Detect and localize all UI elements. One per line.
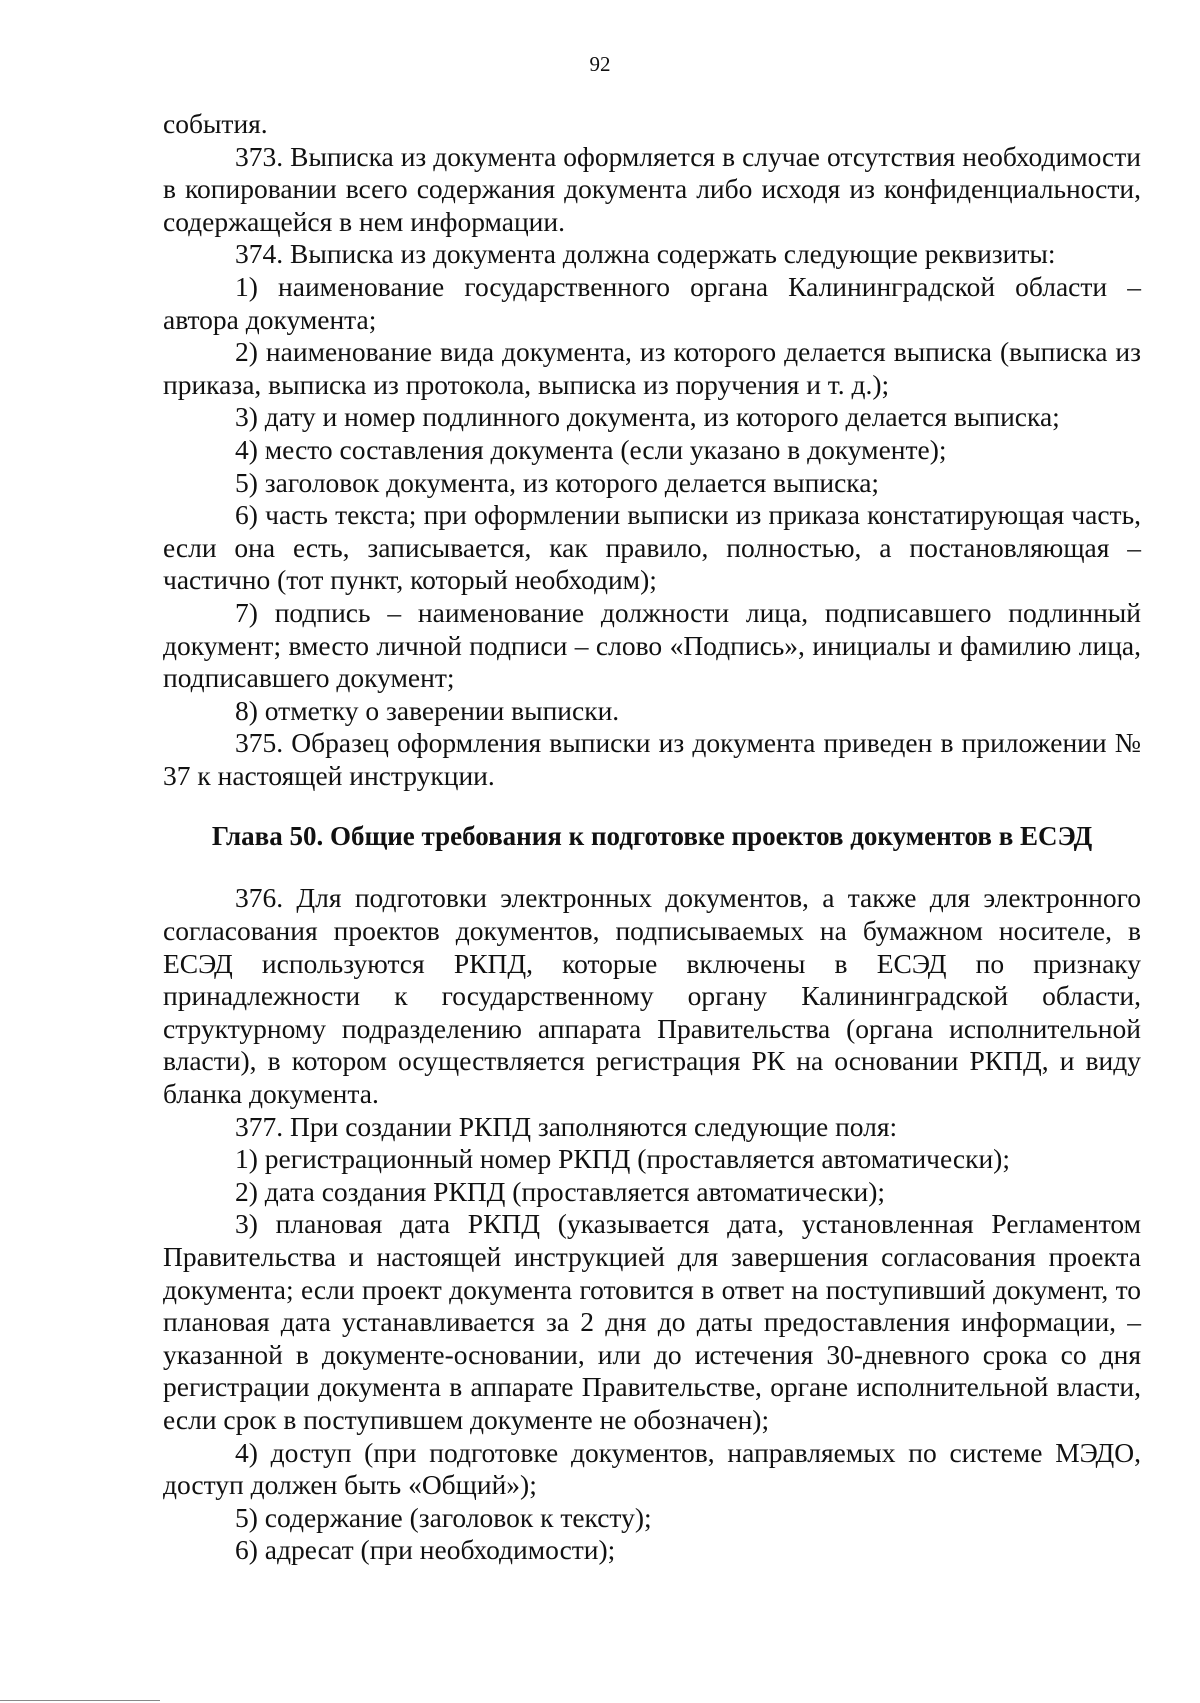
document-body — [163, 108, 1141, 1567]
list-item: 3) дату и номер подлинного документа, из которого делается выписка; — [235, 401, 1060, 433]
paragraph-374: 374. Выписка из документа должна содержать следующие реквизиты: — [235, 238, 1056, 270]
list-item: 4) место составления документа (если указано в документе); — [235, 433, 947, 465]
paragraph-377: 377. При создании РКПД заполняются следующие поля: — [235, 1110, 898, 1142]
paragraph-376: 376. Для подготовки электронных документов, а также для электронного согласования проектов документов, подписываемых на бумажном носителе, в ЕСЭД используются РКПД, которые включены в ЕСЭД по признаку принадлежности к государственному органу Калининградской области, структурному подразделению аппарата Правительства (органа исполнительной власти), в котором осуществляется регистрация РК на основании РКПД, и виду бланка документа. — [163, 882, 1141, 1110]
list-item: 4) доступ (при подготовке документов, направляемых по системе МЭДО, доступ должен быть «Общий»); — [163, 1436, 1141, 1501]
paragraph-373: 373. Выписка из документа оформляется в случае отсутствия необходимости в копировании всего содержания документа либо исходя из конфиденциальности, содержащейся в нем информации. — [163, 140, 1141, 237]
chapter-heading: Глава 50. Общие требования к подготовке проектов документов в ЕСЭД — [211, 821, 1093, 852]
page-number: 92 — [589, 52, 611, 76]
list-item: 7) подпись – наименование должности лица, подписавшего подлинный документ; вместо личной подписи – слово «Подпись», инициалы и фамилию лица, подписавшего документ; — [163, 596, 1141, 694]
list-item: 1) наименование государственного органа Калининградской области – автора документа; — [163, 270, 1141, 335]
list-item: 3) плановая дата РКПД (указывается дата, установленная Регламентом Правительства и настоящей инструкцией для завершения согласования проекта документа; если проект документа готовится в ответ на поступивший документ, то плановая дата устанавливается за 2 дня до даты предоставления информации, – указанной в документе-основании, или до истечения 30-дневного срока со дня регистрации документа в аппарате Правительстве, органе исполнительной власти, если срок в поступившем документе не обозначен); — [163, 1208, 1141, 1435]
list-item: 8) отметку о заверении выписки. — [235, 694, 620, 726]
paragraph: события. — [163, 108, 268, 139]
list-item: 5) заголовок документа, из которого делается выписка; — [235, 466, 880, 498]
list-item: 5) содержание (заголовок к тексту); — [235, 1501, 652, 1533]
list-item: 6) адресат (при необходимости); — [235, 1534, 616, 1566]
list-item: 2) дата создания РКПД (проставляется автоматически); — [235, 1175, 886, 1207]
list-item: 1) регистрационный номер РКПД (проставляется автоматически); — [235, 1143, 1010, 1175]
list-item: 6) часть текста; при оформлении выписки из приказа констатирующая часть, если она есть, записывается, как правило, полностью, а постановляющая – частично (тот пункт, который необходим); — [163, 499, 1141, 596]
footnote-divider — [0, 1700, 160, 1701]
list-item: 2) наименование вида документа, из которого делается выписка (выписка из приказа, выписка из протокола, выписка из поручения и т. д.); — [163, 336, 1141, 400]
paragraph-375: 375. Образец оформления выписки из документа приведен в приложении № 37 к настоящей инструкции. — [163, 727, 1141, 791]
